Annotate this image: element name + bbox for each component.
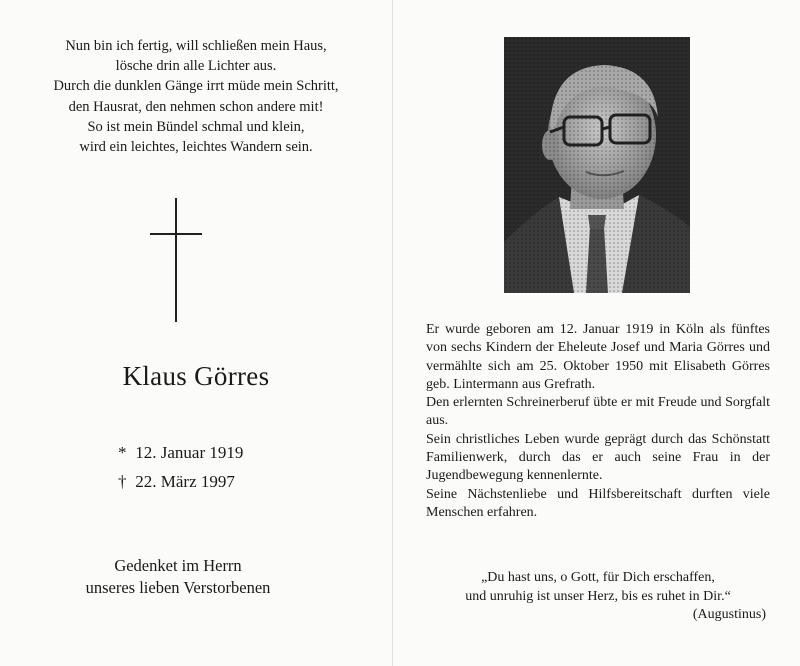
bio-paragraph: Seine Nächstenliebe und Hilfsbereitschaft durften viele Menschen erfahren. bbox=[426, 486, 770, 520]
death-cross-icon: † bbox=[118, 472, 127, 491]
birth-star-icon: * bbox=[118, 443, 127, 462]
quote-author: (Augustinus) bbox=[692, 607, 766, 622]
biography bbox=[426, 321, 770, 522]
remembrance-line-1: Gedenket im Herrn bbox=[114, 556, 242, 575]
life-dates bbox=[118, 438, 243, 496]
poem-line: lösche drin alle Lichter aus. bbox=[115, 58, 277, 75]
bio-paragraph: Er wurde geboren am 12. Januar 1919 in Köln als fünftes von sechs Kindern der Eheleute Josef und Maria Görres und vermählte sich am 25. Oktober 1950 mit Elisabeth Görres geb. Lintermann aus Grefrath. bbox=[426, 322, 770, 392]
poem-line: wird ein leichtes, leichtes Wandern sein. bbox=[79, 139, 313, 156]
quote-line-1: „Du hast uns, o Gott, für Dich erschaffen, bbox=[481, 570, 715, 585]
deceased-name: Klaus Görres bbox=[122, 361, 270, 391]
death-date: 22. März 1997 bbox=[135, 472, 235, 491]
portrait-photo bbox=[504, 37, 690, 293]
remembrance-text bbox=[0, 555, 356, 599]
birth-date-line bbox=[118, 438, 243, 467]
poem bbox=[0, 36, 392, 157]
closing-quote bbox=[426, 569, 770, 625]
cross-icon bbox=[150, 198, 202, 322]
poem-line: Nun bin ich fertig, will schließen mein Haus, bbox=[65, 38, 327, 54]
poem-line: So ist mein Bündel schmal und klein, bbox=[87, 118, 305, 135]
quote-line-2: und unruhig ist unser Herz, bis es ruhet in Dir.“ bbox=[465, 588, 731, 604]
poem-line: den Hausrat, den nehmen schon andere mit! bbox=[68, 98, 324, 115]
poem-line: Durch die dunklen Gänge irrt müde mein Schritt, bbox=[53, 78, 339, 95]
portrait-image bbox=[504, 37, 690, 293]
bio-paragraph: Sein christliches Leben wurde geprägt durch das Schönstatt Familienwerk, durch das er auch seine Frau in der Jugendbewegung kennenlernte. bbox=[426, 431, 770, 484]
birth-date: 12. Januar 1919 bbox=[135, 443, 244, 462]
death-date-line bbox=[118, 467, 243, 496]
remembrance-line-2: unseres lieben Verstorbenen bbox=[85, 578, 271, 597]
bio-paragraph: Den erlernten Schreinerberuf übte er mit Freude und Sorgfalt aus. bbox=[426, 395, 770, 429]
fold-line bbox=[392, 0, 393, 666]
